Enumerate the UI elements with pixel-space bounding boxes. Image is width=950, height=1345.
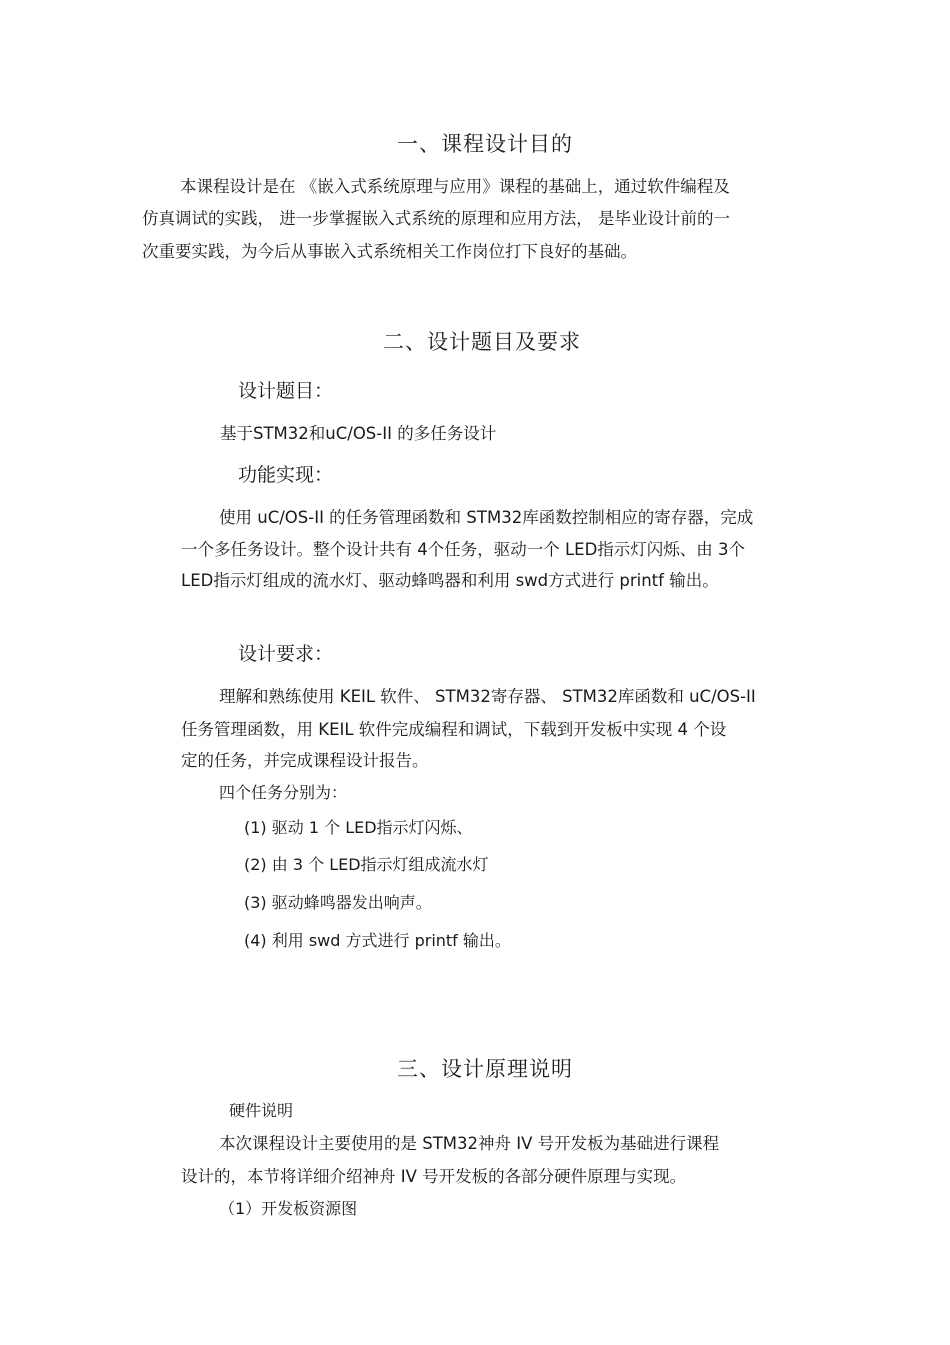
task-item-3: (3) 驱动蜂鸣器发出响声。	[244, 893, 432, 912]
section-1-line-2: 仿真调试的实践， 进一步掌握嵌入式系统的原理和应用方法， 是毕业设计前的一	[142, 209, 730, 228]
tasks-intro: 四个任务分别为：	[219, 783, 348, 802]
task-item-4: (4) 利用 swd 方式进行 printf 输出。	[244, 931, 511, 950]
section-1-heading: 一、课程设计目的	[397, 132, 573, 156]
function-line-1: 使用 uC/OS-II 的任务管理函数和 STM32库函数控制相应的寄存器，完成	[219, 508, 754, 527]
requirement-line-1: 理解和熟练使用 KEIL 软件、 STM32寄存器、 STM32库函数和 uC/OS-II	[219, 687, 756, 706]
topic-label: 设计题目：	[238, 380, 334, 402]
section-1-line-3: 次重要实践，为今后从事嵌入式系统相关工作岗位打下良好的基础。	[142, 242, 637, 261]
requirement-line-3: 定的任务，并完成课程设计报告。	[181, 751, 429, 770]
section-3-heading: 三、设计原理说明	[397, 1057, 573, 1081]
task-item-1: (1) 驱动 1 个 LED指示灯闪烁、	[244, 818, 473, 837]
figure-item: （1）开发板资源图	[219, 1199, 358, 1218]
requirement-line-2: 任务管理函数，用 KEIL 软件完成编程和调试，下载到开发板中实现 4 个设	[181, 720, 727, 739]
function-label: 功能实现：	[238, 464, 334, 486]
section-2-heading: 二、设计题目及要求	[383, 330, 581, 354]
section-1-line-1: 本课程设计是在 《嵌入式系统原理与应用》课程的基础上，通过软件编程及	[180, 177, 730, 196]
function-line-2: 一个多任务设计。整个设计共有 4个任务，驱动一个 LED指示灯闪烁、由 3个	[181, 540, 746, 559]
hardware-label: 硬件说明	[229, 1101, 294, 1120]
hardware-line-2: 设计的，本节将详细介绍神舟 IV 号开发板的各部分硬件原理与实现。	[181, 1167, 687, 1186]
function-line-3: LED指示灯组成的流水灯、驱动蜂鸣器和利用 swd方式进行 printf 输出。	[181, 571, 719, 590]
topic-text: 基于STM32和uC/OS-II 的多任务设计	[220, 424, 497, 443]
hardware-line-1: 本次课程设计主要使用的是 STM32神舟 IV 号开发板为基础进行课程	[219, 1134, 720, 1153]
requirement-label: 设计要求：	[238, 643, 334, 665]
task-item-2: (2) 由 3 个 LED指示灯组成流水灯	[244, 855, 489, 874]
